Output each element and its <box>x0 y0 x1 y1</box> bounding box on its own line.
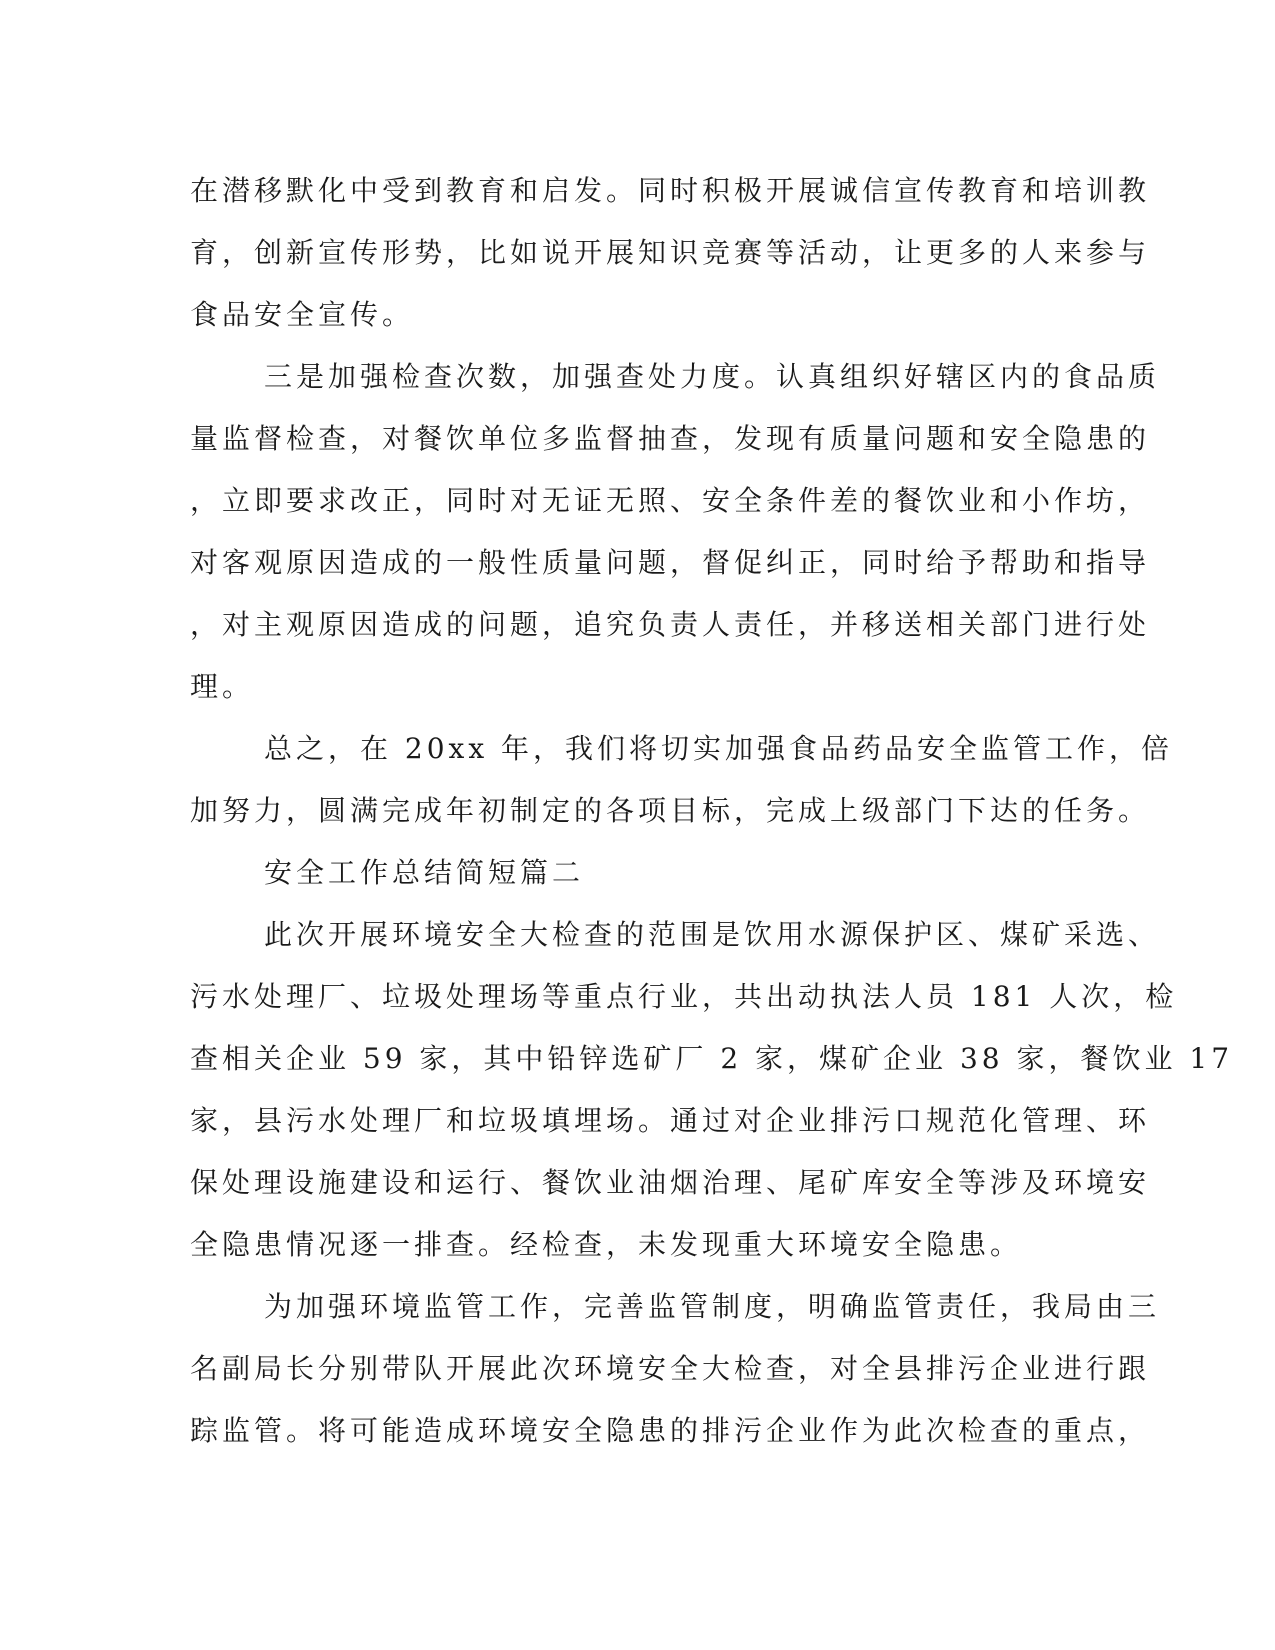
section-heading: 安全工作总结简短篇二 <box>264 856 585 889</box>
text-line: 量监督检查，对餐饮单位多监督抽查，发现有质量问题和安全隐患的 <box>190 422 1151 455</box>
body-text <box>190 160 1234 1462</box>
text-line: 对客观原因造成的一般性质量问题，督促纠正，同时给予帮助和指导 <box>190 546 1151 579</box>
text-line: 育，创新宣传形势，比如说开展知识竞赛等活动，让更多的人来参与 <box>190 236 1151 269</box>
text-line: 理。 <box>190 670 255 703</box>
text-line: 总之，在 20xx 年，我们将切实加强食品药品安全监管工作，倍 <box>264 732 1174 765</box>
text-line: 在潜移默化中受到教育和启发。同时积极开展诚信宣传教育和培训教 <box>190 174 1151 207</box>
text-line: 污水处理厂、垃圾处理场等重点行业，共出动执法人员 181 人次，检 <box>190 980 1178 1013</box>
text-line: 踪监管。将可能造成环境安全隐患的排污企业作为此次检查的重点， <box>190 1414 1151 1447</box>
text-line: 为加强环境监管工作，完善监管制度，明确监管责任，我局由三 <box>264 1290 1161 1323</box>
text-line: 保处理设施建设和运行、餐饮业油烟治理、尾矿库安全等涉及环境安 <box>190 1166 1151 1199</box>
text-line: 加努力，圆满完成年初制定的各项目标，完成上级部门下达的任务。 <box>190 794 1151 827</box>
text-line: ，对主观原因造成的问题，追究负责人责任，并移送相关部门进行处 <box>190 608 1151 641</box>
text-line: 此次开展环境安全大检查的范围是饮用水源保护区、煤矿采选、 <box>264 918 1161 951</box>
text-line: 食品安全宣传。 <box>190 298 415 331</box>
text-line: 查相关企业 59 家，其中铅锌选矿厂 2 家，煤矿企业 38 家，餐饮业 17 <box>190 1042 1234 1075</box>
text-line: ，立即要求改正，同时对无证无照、安全条件差的餐饮业和小作坊， <box>190 484 1151 517</box>
text-line: 名副局长分别带队开展此次环境安全大检查，对全县排污企业进行跟 <box>190 1352 1151 1385</box>
text-line: 全隐患情况逐一排查。经检查，未发现重大环境安全隐患。 <box>190 1228 1023 1261</box>
text-line: 三是加强检查次数，加强查处力度。认真组织好辖区内的食品质 <box>264 360 1161 393</box>
text-line: 家，县污水处理厂和垃圾填埋场。通过对企业排污口规范化管理、环 <box>190 1104 1151 1137</box>
